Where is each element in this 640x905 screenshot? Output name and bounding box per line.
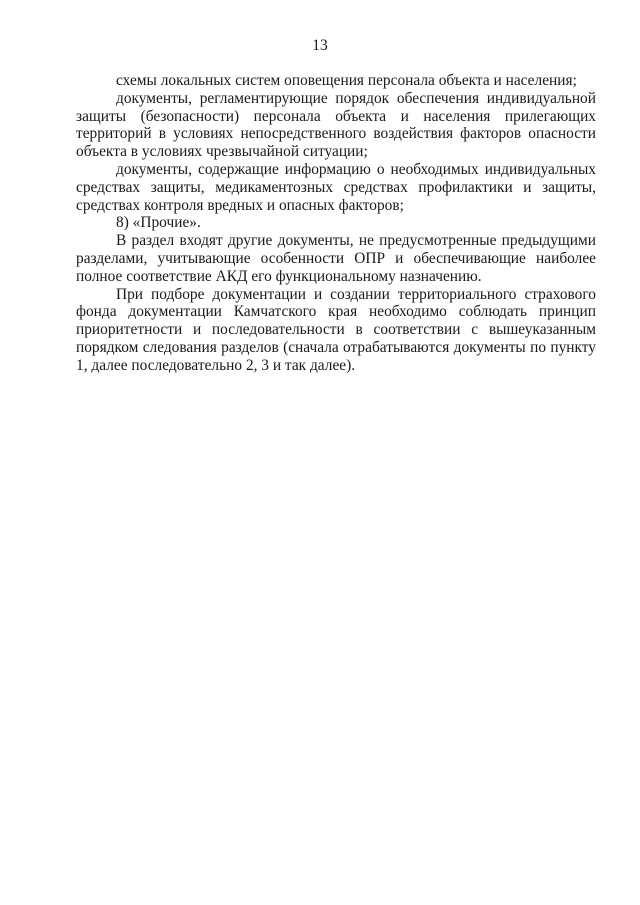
page-number: 13 [312, 37, 328, 54]
document-body [76, 72, 596, 375]
paragraph-protection-documents: документы, регламентирующие порядок обеспечения индивидуальной защиты (безопасности) персонала объекта и населения прилегающих территорий в условиях непосредственного воздействия факторов опасности объекта в условиях чрезвычайной ситуации; [76, 89, 596, 161]
paragraph-warning-schemes: схемы локальных систем оповещения персонала объекта и населения; [116, 72, 577, 89]
paragraph-protection-means: документы, содержащие информацию о необходимых индивидуальных средствах защиты, медикаментозных средствах профилактики и защиты, средствах контроля вредных и опасных факторов; [76, 160, 596, 214]
section-heading-other: 8) «Прочие». [116, 214, 201, 232]
paragraph-selection-order: При подборе документации и создании территориального страхового фонда документации Камчатского края необходимо соблюдать принцип приоритетности и последовательности в соответствии с вышеуказанным порядком следования разделов (сначала отрабатываются документы по пункту 1, далее последовательно 2, 3 и так далее). [76, 285, 596, 374]
paragraph-other-section: В раздел входят другие документы, не предусмотренные предыдущими разделами, учитывающие особенности ОПР и обеспечивающие наиболее полное соответствие АКД его функциональному назначению. [76, 232, 596, 285]
